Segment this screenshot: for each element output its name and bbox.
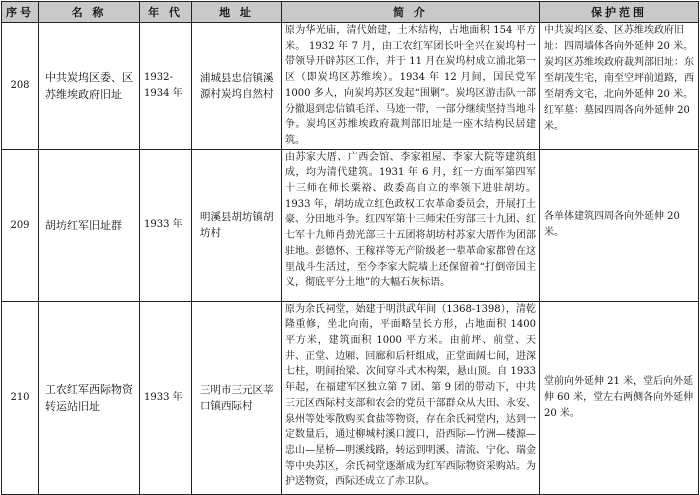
table-row	[2, 149, 699, 301]
header-intro: 简 介	[282, 2, 540, 23]
header-addr: 地 址	[192, 2, 282, 23]
row-intro: 由苏家大厝、广西会馆、李家祖屋、李家大院等建筑组成，均为清代建筑。1931 年 6 月，红一方面军第四军十三师在师长粟裕、政委高自立的率领下进驻胡坊。1933 年，胡坊成立红色政权工农革命委员会，开展打土豪、分田地斗争。红四军第十三师宋任穷部三十九团、红七军十九师肖劲光部三十五团将胡坊村苏家大厝作为团部驻地。彭德怀、王稼祥等无产阶级老一辈革命家都曾在这里战斗生活过，至今李家大院墙上还保留着“打倒帝国主义，彻底平分土地”的大幅石灰标语。	[282, 149, 540, 301]
row-intro: 原为华光庙，清代始建，土木结构，占地面积 154 平方米。 1932 年 7 月，由工农红军团长叶全兴在炭坞村一带领导开辟苏区工作，并于 11 月在炭坞村成立浦北第一区（即炭坞区苏维埃）。1934 年 12 月间，国民党军 1000 多人，向炭坞苏区发起“围剿”。炭坞区游击队一部分撤退到忠信镇毛洋、马迹一带，一部分继续坚持当地斗争。炭坞区苏维埃政府裁判部旧址是一座木结构民居建筑。	[282, 23, 540, 150]
table-row	[2, 23, 699, 150]
row-num: 210	[2, 301, 39, 494]
header-name: 名 称	[39, 2, 140, 23]
row-protection: 中共炭坞区委、区苏维埃政府旧址：四周墙体各向外延伸 20 米。炭坞区苏维埃政府裁判部旧址：东至胡茂生宅，南至空坪前道路，西至胡秀文宅，北向外延伸 20 米。红军墓：墓园四周各向外延伸 20 米。	[540, 23, 699, 150]
row-protection: 堂前向外延伸 21 米，堂后向外延伸 60 米，堂左右两侧各向外延伸 20 米。	[540, 301, 699, 494]
row-era: 1933 年	[140, 149, 192, 301]
row-intro: 原为余氏祠堂，始建于明洪武年间（1368-1398），清乾隆重修，坐北向南，平面略呈长方形，占地面积 1400 平方米，建筑面积 1000 平方米。由前坪、前堂、天井、正堂、边厢、回廊和后杆组成，正堂面阔七间，进深七柱，明间抬梁、次间穿斗式木构架，悬山顶。自 1933 年起，在福建军区独立第 7 团、第 9 团的带动下，中共三元区西际村支部和农会的党员干部群众从大田、永安、泉州等处零散购买食盐等物资，存在余氏祠堂内，达到一定数量后，通过柳城村溪口渡口，沿西际—竹洲—楼源—忠山—星桥—明溪线路，转运到明溪、清流、宁化、瑞金等中央苏区，余氏祠堂逐渐成为红军西际物资采购站。为护送物资，西际还成立了赤卫队。	[282, 301, 540, 494]
row-addr: 明溪县胡坊镇胡坊村	[192, 149, 282, 301]
row-addr: 三明市三元区莘口镇西际村	[192, 301, 282, 494]
row-era: 1933 年	[140, 301, 192, 494]
header-era: 年 代	[140, 2, 192, 23]
row-num: 209	[2, 149, 39, 301]
row-era: 1932-1934 年	[140, 23, 192, 150]
row-num: 208	[2, 23, 39, 150]
table-header-row	[2, 2, 699, 23]
table-row	[2, 301, 699, 494]
row-name: 工农红军西际物资转运站旧址	[39, 301, 140, 494]
row-name: 胡坊红军旧址群	[39, 149, 140, 301]
row-protection: 各单体建筑四周各向外延伸 20 米。	[540, 149, 699, 301]
heritage-table	[1, 1, 699, 495]
row-name: 中共炭坞区委、区苏维埃政府旧址	[39, 23, 140, 150]
header-prot: 保护范围	[540, 2, 699, 23]
row-addr: 浦城县忠信镇溪源村炭坞自然村	[192, 23, 282, 150]
header-num: 序号	[2, 2, 39, 23]
